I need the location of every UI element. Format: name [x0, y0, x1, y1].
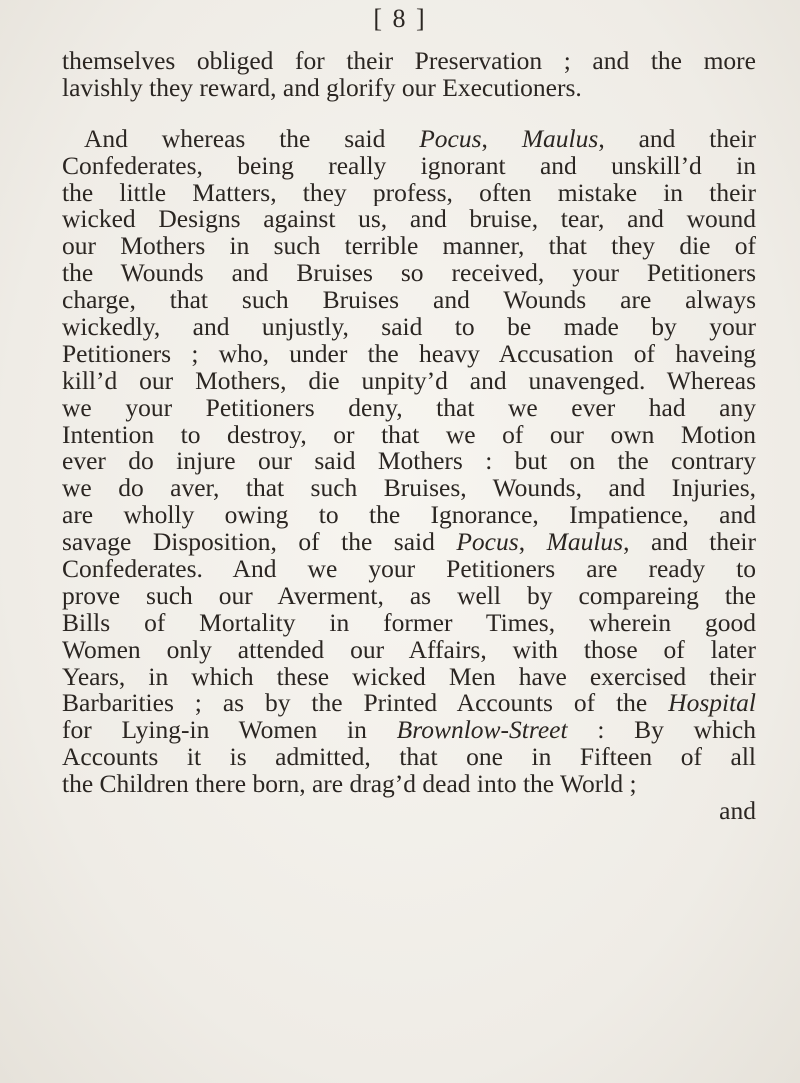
text-run: wicked Designs against us, and bruise, tear, and wound	[62, 206, 756, 234]
text-run: our Mothers in such terrible manner, that they die of	[62, 233, 756, 261]
text-line	[62, 368, 756, 395]
text-run: Petitioners ; who, under the heavy Accusation of haveing	[62, 340, 756, 368]
text-line	[62, 314, 756, 341]
text-run: Confederates, being really ignorant and unskill’d in	[62, 152, 756, 180]
text-line	[62, 448, 756, 475]
text-run: themselves obliged for their Preservation ; and the more	[62, 48, 756, 75]
paragraph-1	[62, 48, 756, 102]
text-run: savage Disposition, of the said	[62, 529, 457, 557]
text-run: Intention to destroy, or that we of our own Motion	[62, 421, 756, 449]
text-line	[62, 153, 756, 180]
text-run: we do aver, that such Bruises, Wounds, and Injuries,	[62, 475, 756, 503]
text-line	[62, 48, 756, 75]
italic-run: Maulus	[546, 529, 624, 557]
text-run: the little Matters, they profess, often mistake in their	[62, 179, 756, 207]
text-line	[62, 287, 756, 314]
catchword: and	[719, 798, 756, 825]
text-line	[62, 529, 756, 556]
text-line	[62, 717, 756, 744]
text-run: kill’d our Mothers, die unpity’d and unavenged. Whereas	[62, 367, 756, 395]
text-line	[62, 75, 756, 102]
text-line	[62, 475, 756, 502]
text-run: Bills of Mortality in former Times, wherein good	[62, 609, 756, 637]
text-run: charge, that such Bruises and Wounds are always	[62, 287, 756, 315]
text-run: : By which	[567, 717, 756, 745]
text-run: wickedly, and unjustly, said to be made by your	[62, 314, 756, 341]
italic-run: Pocus	[419, 125, 482, 153]
italic-run: Hospital	[668, 690, 756, 718]
text-line	[62, 260, 756, 287]
text-line	[62, 422, 756, 449]
text-line	[62, 610, 756, 637]
text-run: Barbarities ; as by the Printed Accounts of the	[62, 690, 669, 718]
text-run: the Wounds and Bruises so received, your Petitioners	[62, 260, 756, 288]
text-line	[62, 180, 756, 207]
text-run: we your Petitioners deny, that we ever had any	[62, 394, 756, 422]
text-run: And whereas the said	[84, 125, 420, 153]
text-run: prove such our Averment, as well by compareing the	[62, 582, 756, 610]
text-run: , and their	[598, 125, 756, 153]
paragraph-gap	[62, 102, 756, 126]
text-run: Years, in which these wicked Men have exercised their	[62, 663, 756, 691]
text-line	[62, 771, 756, 798]
text-line	[62, 502, 756, 529]
text-run: lavishly they reward, and glorify our Executioners.	[62, 74, 582, 102]
text-run: ,	[481, 125, 522, 153]
text-run: , and their	[623, 529, 756, 557]
paragraph-2	[62, 126, 756, 798]
text-line	[62, 395, 756, 422]
text-run: Confederates. And we your Petitioners are ready to	[62, 556, 756, 583]
text-line	[62, 341, 756, 368]
text-run: Women only attended our Affairs, with those of later	[62, 636, 756, 664]
text-line	[62, 690, 756, 717]
text-line	[62, 583, 756, 610]
page-number: [ 8 ]	[373, 4, 427, 33]
text-run: are wholly owing to the Ignorance, Impatience, and	[62, 502, 756, 530]
italic-run: Maulus	[521, 125, 599, 153]
body-text	[62, 48, 756, 825]
text-run: the Children there born, are drag’d dead into the World ;	[62, 771, 637, 799]
text-line	[62, 233, 756, 260]
text-line	[62, 206, 756, 233]
italic-run: Pocus	[456, 529, 519, 557]
text-line	[62, 637, 756, 664]
text-run: Accounts it is admitted, that one in Fifteen of all	[62, 744, 756, 772]
text-run: ,	[518, 529, 547, 557]
text-line	[62, 126, 756, 153]
text-line	[62, 744, 756, 771]
text-run: for Lying-in Women in	[62, 717, 397, 745]
text-run: ever do injure our said Mothers : but on the contrary	[62, 448, 756, 476]
text-line	[62, 664, 756, 691]
italic-run: Brownlow-Street	[396, 717, 568, 745]
text-line	[62, 556, 756, 583]
